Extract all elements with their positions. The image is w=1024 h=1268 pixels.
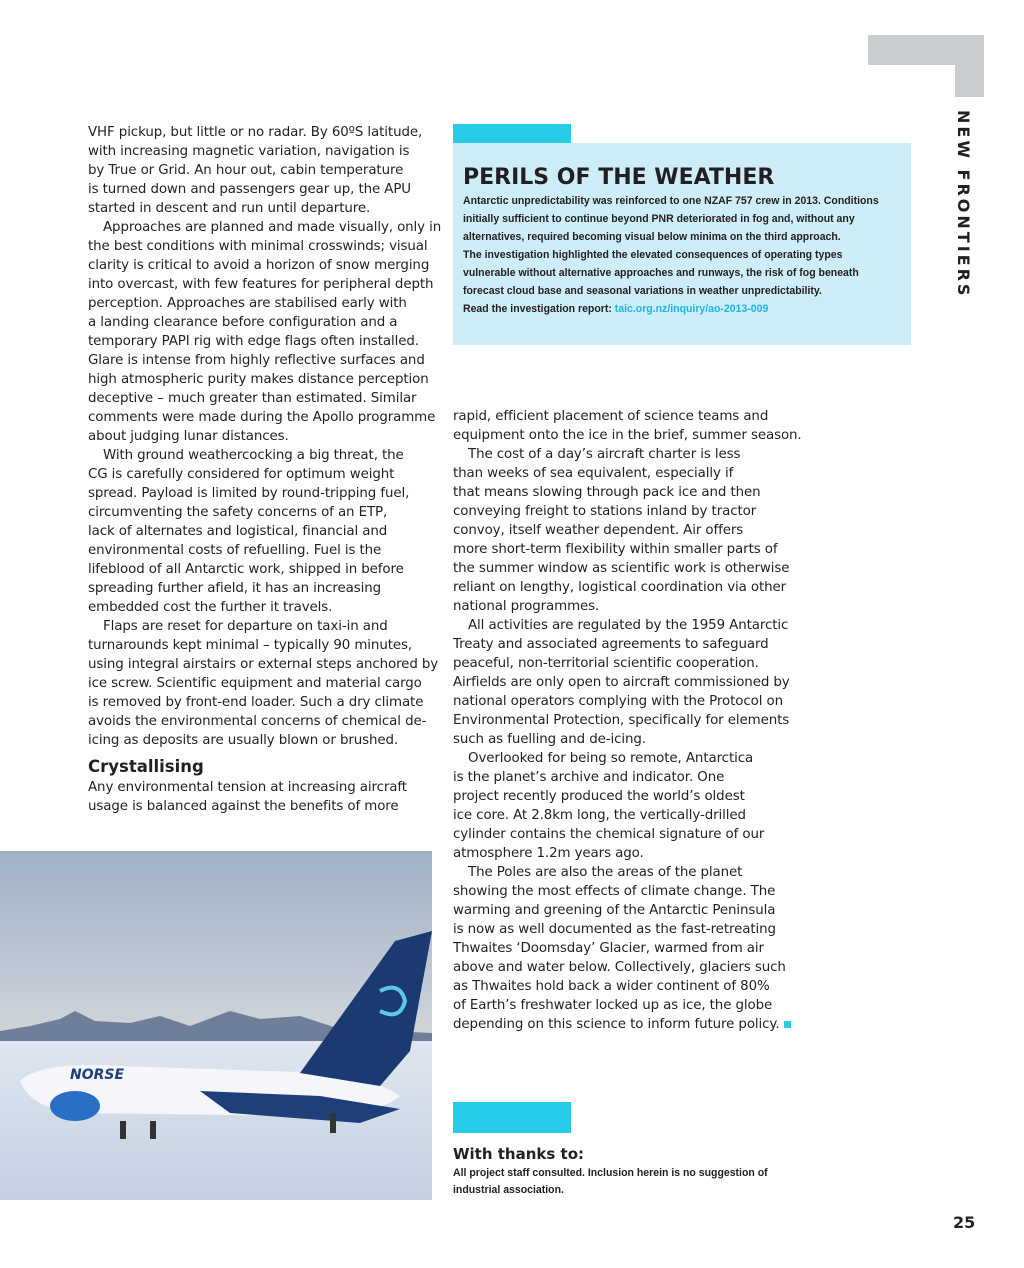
text-line: is removed by front-end loader. Such a dry climate — [88, 695, 424, 710]
text-line: ice core. At 2.8km long, the vertically-drilled — [453, 808, 746, 823]
text-line: environmental costs of refuelling. Fuel is the — [88, 543, 382, 558]
text-line: the best conditions with minimal crosswinds; visual — [88, 239, 428, 254]
text-line: usage is balanced against the benefits of more — [88, 799, 399, 814]
livery-text: NORSE — [70, 1067, 125, 1083]
box-link-line — [463, 300, 877, 318]
text-line: of Earth’s freshwater locked up as ice, the globe — [453, 998, 773, 1013]
box-lines — [463, 192, 877, 300]
engine — [50, 1091, 100, 1121]
left-after-subhead — [88, 778, 441, 816]
aircraft-photo-svg — [0, 851, 432, 1200]
report-link[interactable]: taic.org.nz/inquiry/ao-2013-009 — [614, 303, 769, 315]
text-line: Environmental Protection, specifically for elements — [453, 713, 790, 728]
text-line: alternatives, required becoming visual below minima on the third approach. — [463, 231, 841, 243]
left-paragraphs — [88, 123, 441, 750]
text-line: into overcast, with few features for peripheral depth — [88, 277, 434, 292]
text-line: cylinder contains the chemical signature of our — [453, 827, 765, 842]
text-line: Any environmental tension at increasing aircraft — [88, 780, 407, 795]
text-line: started in descent and run until departure. — [88, 201, 371, 216]
text-line: temporary PAPI rig with edge flags often installed. — [88, 334, 419, 349]
box-title: PERILS OF THE WEATHER — [463, 165, 775, 190]
text-line: that means slowing through pack ice and then — [453, 485, 761, 500]
text-line: reliant on lengthy, logistical coordination via other — [453, 580, 787, 595]
text-line: showing the most effects of climate change. The — [453, 884, 776, 899]
thanks-title: With thanks to: — [453, 1145, 585, 1163]
corner-graphic-bar — [955, 35, 984, 97]
text-line: With ground weathercocking a big threat, the — [103, 448, 404, 463]
text-line: clarity is critical to avoid a horizon of snow merging — [88, 258, 430, 273]
text-line: than weeks of sea equivalent, especially if — [453, 466, 734, 481]
text-line: with increasing magnetic variation, navigation is — [88, 144, 410, 159]
text-line: about judging lunar distances. — [88, 429, 289, 444]
subhead: Crystallising — [88, 757, 204, 776]
text-line: project recently produced the world’s oldest — [453, 789, 745, 804]
text-line: All activities are regulated by the 1959 Antarctic — [468, 618, 789, 633]
text-line: national programmes. — [453, 599, 600, 614]
text-line: ice screw. Scientific equipment and material cargo — [88, 676, 422, 691]
text-line: lack of alternates and logistical, financial and — [88, 524, 388, 539]
text-line: Thwaites ‘Doomsday’ Glacier, warmed from air — [453, 941, 764, 956]
text-line: spreading further afield, it has an increasing — [88, 581, 382, 596]
text-line: using integral airstairs or external steps anchored by — [88, 657, 439, 672]
text-line: Flaps are reset for departure on taxi-in and — [103, 619, 388, 634]
text-line: vulnerable without alternative approaches and runways, the risk of fog beneath — [463, 267, 859, 279]
text-line: Glare is intense from highly reflective surfaces and — [88, 353, 425, 368]
right-column — [453, 407, 802, 1034]
aircraft-photo — [0, 851, 432, 1200]
text-line: depending on this science to inform future policy. — [453, 1015, 802, 1034]
text-line: is the planet’s archive and indicator. One — [453, 770, 725, 785]
text-line: peaceful, non-territorial scientific cooperation. — [453, 656, 759, 671]
text-line: equipment onto the ice in the brief, summer season. — [453, 428, 802, 443]
text-line: circumventing the safety concerns of an ETP, — [88, 505, 388, 520]
text-line: conveying freight to stations inland by tractor — [453, 504, 757, 519]
text-line: above and water below. Collectively, glaciers such — [453, 960, 786, 975]
text-line: avoids the environmental concerns of chemical de- — [88, 714, 427, 729]
text-line: deceptive – much greater than estimated. Similar — [88, 391, 417, 406]
text-line: national operators complying with the Protocol on — [453, 694, 783, 709]
text-line: comments were made during the Apollo programme — [88, 410, 436, 425]
text-line: initially sufficient to continue beyond PNR deteriorated in fog and, without any — [463, 213, 855, 225]
text-line: by True or Grid. An hour out, cabin temperature — [88, 163, 404, 178]
text-line: a landing clearance before configuration and a — [88, 315, 398, 330]
text-line: Airfields are only open to aircraft commissioned by — [453, 675, 790, 690]
text-line: convoy, itself weather dependent. Air offers — [453, 523, 744, 538]
text-line: the summer window as scientific work is otherwise — [453, 561, 790, 576]
text-line: Antarctic unpredictability was reinforced to one NZAF 757 crew in 2013. Conditions — [463, 195, 879, 207]
link-prefix: Read the investigation report: — [463, 303, 615, 315]
text-line: is turned down and passengers gear up, the APU — [88, 182, 412, 197]
text-line: rapid, efficient placement of science teams and — [453, 409, 769, 424]
text-line: more short-term flexibility within smaller parts of — [453, 542, 778, 557]
text-line: high atmospheric purity makes distance perception — [88, 372, 429, 387]
text-line: The cost of a day’s aircraft charter is less — [468, 447, 741, 462]
sidebar-box — [453, 143, 911, 345]
text-line: The Poles are also the areas of the planet — [468, 865, 743, 880]
text-line: The investigation highlighted the elevated consequences of operating types — [463, 249, 843, 261]
text-line: Approaches are planned and made visually, only in — [103, 220, 442, 235]
text-line: CG is carefully considered for optimum weight — [88, 467, 395, 482]
thanks-body: All project staff consulted. Inclusion herein is no suggestion of industrial association. — [453, 1167, 768, 1196]
thanks-block — [453, 1145, 793, 1199]
thanks-tab — [453, 1102, 571, 1133]
section-label — [951, 110, 973, 310]
text-line: icing as deposits are usually blown or brushed. — [88, 733, 399, 748]
text-line: Overlooked for being so remote, Antarctica — [468, 751, 754, 766]
box-body — [463, 192, 877, 318]
text-line: lifeblood of all Antarctic work, shipped in before — [88, 562, 404, 577]
text-line: as Thwaites hold back a wider continent of 80% — [453, 979, 770, 994]
text-line: turnarounds kept minimal – typically 90 minutes, — [88, 638, 413, 653]
text-line: VHF pickup, but little or no radar. By 60ºS latitude, — [88, 125, 423, 140]
left-column — [88, 123, 441, 816]
text-line: warming and greening of the Antarctic Peninsula — [453, 903, 776, 918]
text-line: atmosphere 1.2m years ago. — [453, 846, 644, 861]
text-line: is now as well documented as the fast-retreating — [453, 922, 776, 937]
text-line: Treaty and associated agreements to safeguard — [453, 637, 769, 652]
text-line: spread. Payload is limited by round-tripping fuel, — [88, 486, 410, 501]
text-line: forecast cloud base and seasonal variations in weather unpredictability. — [463, 285, 822, 297]
page-number: 25 — [953, 1213, 976, 1232]
text-line: perception. Approaches are stabilised early with — [88, 296, 407, 311]
text-line: embedded cost the further it travels. — [88, 600, 333, 615]
section-label-text: NEW FRONTIERS — [954, 110, 973, 299]
end-mark-icon — [784, 1021, 791, 1028]
text-line: such as fuelling and de-icing. — [453, 732, 646, 747]
